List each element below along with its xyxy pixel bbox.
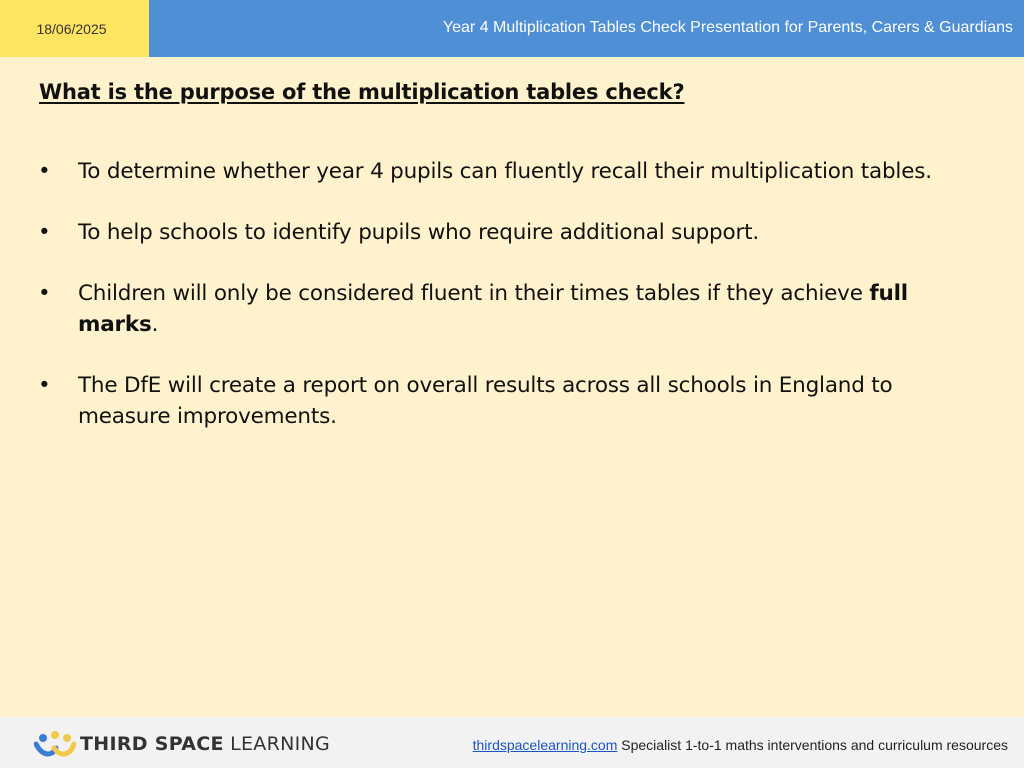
footer-credit (473, 737, 1008, 753)
logo-text-bold: THIRD SPACE (80, 733, 224, 755)
bullet-item (38, 156, 988, 187)
slide-heading: What is the purpose of the multiplication tables check? (39, 80, 685, 104)
bullet-text: Children will only be considered fluent in their times tables if they achieve (78, 281, 870, 306)
bullet-item (38, 370, 988, 432)
bullet-item (38, 217, 988, 248)
bullet-text-end: . (151, 312, 159, 337)
bullet-item (38, 278, 988, 340)
bullet-icon: • (38, 373, 51, 398)
third-space-learning-logo (34, 730, 330, 758)
bullet-icon: • (38, 220, 51, 245)
footer-tagline: Specialist 1-to-1 maths interventions and curriculum resources (621, 737, 1008, 753)
logo-text-regular: LEARNING (230, 733, 331, 755)
date-label: 18/06/2025 (0, 0, 149, 57)
bullet-icon: • (38, 159, 51, 184)
bullet-text: The DfE will create a report on overall results across all schools in England to measure improvements. (78, 373, 893, 429)
website-link[interactable]: thirdspacelearning.com (472, 737, 618, 753)
bullet-list (38, 156, 988, 462)
logo-people-icon (34, 730, 76, 758)
presentation-title: Year 4 Multiplication Tables Check Presentation for Parents, Carers & Guardians (442, 19, 1013, 36)
bullet-text: To help schools to identify pupils who require additional support. (78, 220, 759, 245)
bullet-icon: • (38, 281, 51, 306)
bullet-emphasis: full marks (78, 281, 908, 337)
bullet-text: To determine whether year 4 pupils can fluently recall their multiplication tables. (78, 159, 932, 184)
